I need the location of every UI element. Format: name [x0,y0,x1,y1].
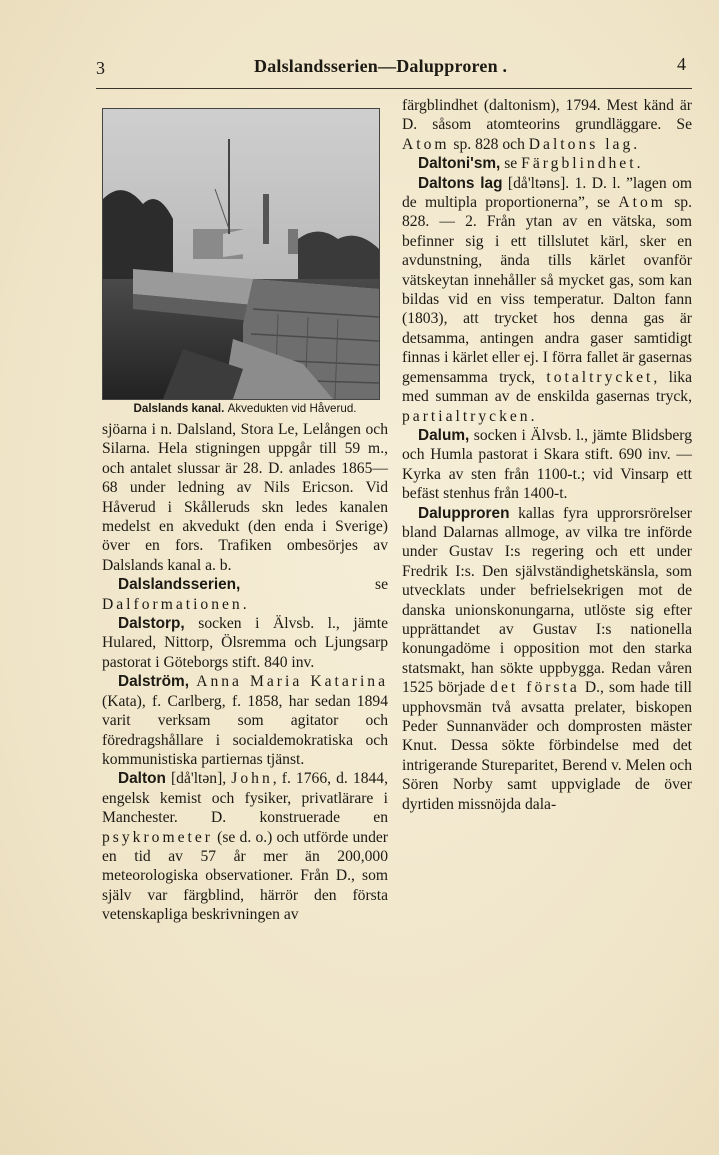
term: det första [490,679,580,697]
headword: Dalupproren [418,504,510,522]
entry-text: . [633,135,638,153]
entry-daltons-lag [402,174,692,426]
entry-text: , lika med summan av de enskilda gasernas tryck, [402,368,692,406]
headword: Dalström, [118,673,189,691]
figure-caption [102,402,388,416]
aqueduct-photo [102,108,380,400]
headword: Daltoni'sm, [418,155,501,173]
entry-dalupproren [402,504,692,815]
caption-text: Akvedukten vid Håverud. [227,402,357,415]
entry-text: sp. 828. — 2. Från ytan av en vätska, som befinner sig i ett tillslutet kärl, sker en avdunstning, ända tills kärlet ovanför vätskeytan innehåller så mycket gas, som kan bildas vid en viss temperatur. Dalton fann (1803), att trycket hos denna gas är detsamma, antingen andra gaser samtidigt finnas i kärlet eller ej. I förra fallet är gasernas gemensamma tryck, [402,194,692,386]
entry-continuation: sjöarna i n. Dalsland, Stora Le, Lelången och Silarna. Hela stigningen uppgår till 59 m., och antalet slussar är 28. D. anlades 1865—68 under ledning av Nils Ericson. Vid Håverud i Skålleruds skn ledes kanalen medelst en akvedukt (den enda i Sverige) över en fors. Trafiken ombesörjes av Dalslands kanal a. b. [102,421,388,574]
header-rule [96,88,692,89]
term: totaltrycket [546,368,654,386]
entry-text: [då'ltəns]. 1. D. l. ”lagen om de multipla proportionerna”, se [402,174,693,212]
entry-text: se [500,155,522,173]
entry-text: D., som hade till upphovsmän två avsatta prelater, biskopen Peder Sunnanväder och domprosten mäster Knut. Dessa sökte förbindelse med det intrigerande Stureparitet, Berend v. Melen och Sören Norby samt uppviglade de över dyrtiden missnöjda dala- [402,679,692,813]
entry-text: se [240,576,388,594]
running-title [254,56,507,77]
entry-text: . [636,155,641,173]
entry-dalstrom [102,672,388,769]
entry-dalstorp [102,614,388,672]
cross-reference: Färgblindhet [521,155,637,173]
entry-text: (se d. o.) och utförde under en tid av 57 år mer än 200,000 meteorologiska observationer. Från D., som själv var färgblind, härrör den första vetenskapliga beskrivningen av [102,828,388,924]
pronunciation: [då'ltən], [165,770,232,788]
entry-text: . [242,595,247,613]
entry-dalslandsserien [102,575,388,614]
headword: Dalslandsserien, [118,576,241,594]
headword: Dalstorp, [118,615,185,633]
cross-reference: Dalformationen [102,595,243,613]
entry-text: socken i Älvsb. l., jämte Hulared, Nittorp, Ölsremma och Ljungsarp pastorat i Göteborgs stift. 840 inv. [102,615,388,671]
person-name: Anna Maria Katarina [189,673,388,691]
cross-reference: Atom [402,135,450,153]
running-header [96,54,692,80]
right-column [402,96,692,814]
entry-daltonism [402,154,692,173]
running-title-dot: . [502,56,508,76]
column-number-right: 4 [677,54,686,74]
entry-text: socken i Älvsb. l., jämte Blidsberg och Humla pastorat i Skara stift. 690 inv. — Kyrka av sten från 1100-t.; vid Vinsarp ett befäst stenhus från 1400-t. [402,426,692,503]
entry-text: färgblindhet (daltonism), 1794. Mest känd är D. såsom atomteorins grundläggare. Se [402,97,692,134]
running-title-text: Dalslandsserien—Dalupproren [254,56,498,76]
entry-text: (Kata), f. Carlberg, f. 1858, har sedan 1894 varit verksam som agitator och föredragshållare i socialdemokratiska och kommunistiska partiernas tjänst. [102,692,388,768]
cross-reference: Daltons lag [528,135,634,153]
entry-dalton [102,769,388,924]
headword: Daltons lag [418,174,503,192]
entry-text: sp. 828 och [449,135,529,153]
left-column [102,96,388,925]
column-number-left: 3 [96,58,105,78]
entry-text: . [530,407,535,425]
entry-continuation [402,96,692,154]
term: partialtrycken [402,407,531,425]
entry-text: kallas fyra upprorsrörelser bland Dalarnas allmoge, av vilka tre införde under Gustav I:s regering och ett under Fredrik I:s. Den självständighetskänsla, som utvecklats under befrielsekrigen mot de danska unionskonungarna, utlöste sig efter upprättandet av Gustav I:s nationella konungadöme i opposition mot den starka statsmakt, han sökte uppbygga. Redan våren 1525 började [402,504,692,697]
headword: Dalton [118,770,166,788]
entry-text: , f. 1766, d. 1844, engelsk kemist och fysiker, privatlärare i Manchester. D. konstruerade en [102,770,388,827]
caption-label: Dalslands kanal. [133,402,225,415]
cross-reference: psykrometer [102,828,213,846]
cross-reference: Atom [618,194,666,212]
person-name: John [231,770,273,788]
entry-dalum [402,426,692,504]
headword: Dalum, [418,426,470,444]
